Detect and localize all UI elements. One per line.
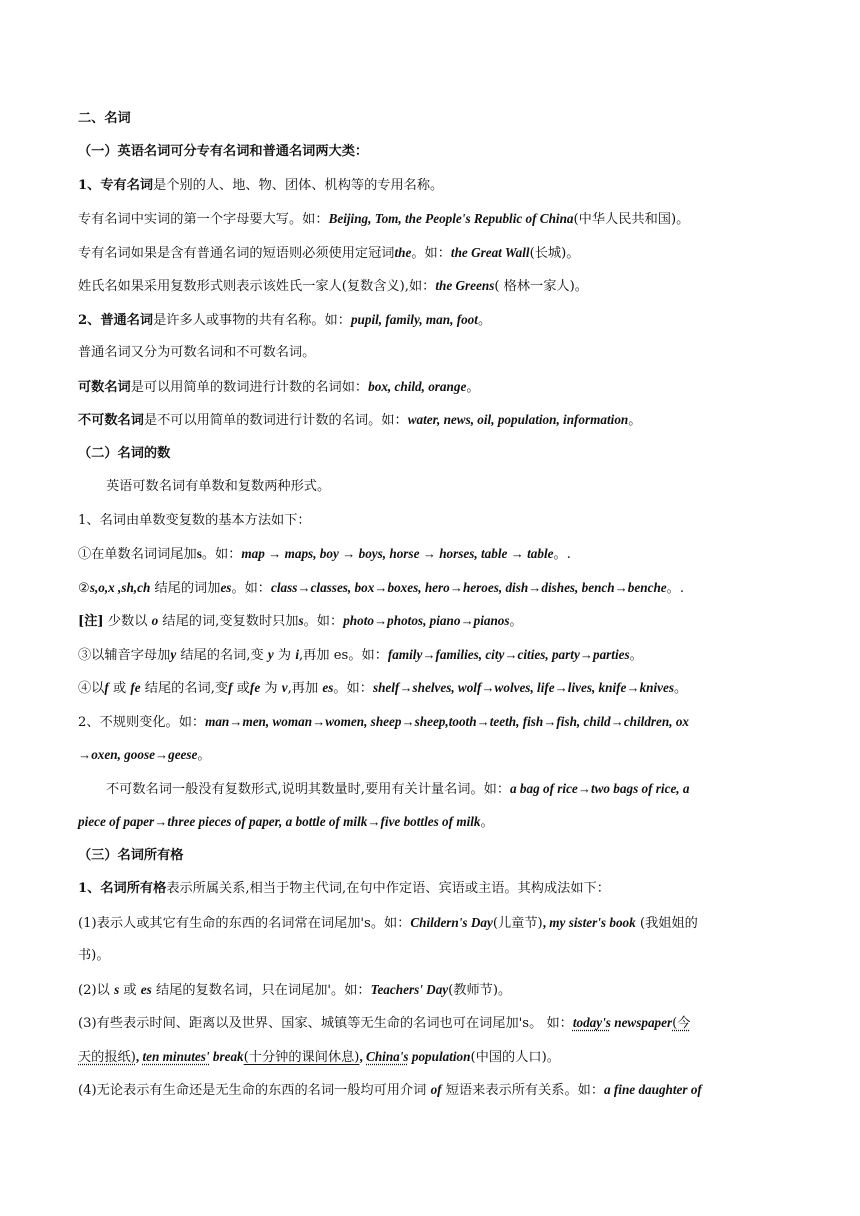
subsection-title-1: （一）英语名词可分专有名词和普通名词两大类： xyxy=(78,144,369,159)
rule-add-es: ②s,o,x ,sh,ch 结尾的词加es。如：class→classes, box→boxes, hero→heroes, dish→dishes, bench→benche。. xyxy=(78,580,685,596)
rule-note-o: [注] 少数以 o 结尾的词,变复数时只加s。如：photo→photos, piano→pianos。 xyxy=(78,613,523,629)
paragraph-plural-methods: 1、名词由单数变复数的基本方法如下： xyxy=(78,513,311,528)
paragraph-countable-split: 普通名词又分为可数名词和不可数名词。 xyxy=(78,345,316,360)
rule-irregular-line2: →oxen, goose→geese。 xyxy=(78,747,211,763)
section-heading-noun: 二、名词 xyxy=(78,111,131,126)
rule-add-s: ①在单数名词词尾加s。如：map → maps, boy → boys, horse → horses, table → table。. xyxy=(78,546,571,562)
paragraph-possessive: 1、名词所有格表示所属关系,相当于物主代词,在句中作定语、宾语或主语。其构成法如下： xyxy=(78,881,610,896)
rule-irregular-line1: 2、不规则变化。如：man→men, woman→women, sheep→sheep,tooth→teeth, fish→fish, child→children, ox xyxy=(78,714,690,730)
paragraph-article-rule: 专有名词如果是含有普通名词的短语则必须使用定冠词the。如：the Great Wall(长城)。 xyxy=(78,245,580,261)
paragraph-common-noun: 2、普通名词是许多人或事物的共有名称。如：pupil, family, man, foot。 xyxy=(78,312,492,328)
subsection-title-3: （三）名词所有格 xyxy=(78,848,184,863)
possessive-rule-2: (2)以 s 或 es 结尾的复数名词，只在词尾加'。如：Teachers' Day(教师节)。 xyxy=(78,982,512,998)
paragraph-proper-noun: 1、专有名词是个别的人、地、物、团体、机构等的专用名称。 xyxy=(78,178,444,193)
possessive-rule-3-line1: (3)有些表示时间、距离以及世界、国家、城镇等无生命的名词也可在词尾加's。 如：today's newspaper(今 xyxy=(78,1015,691,1031)
rule-uncountable-line1: 不可数名词一般没有复数形式,说明其数量时,要用有关计量名词。如：a bag of rice→two bags of rice, a xyxy=(106,781,690,797)
possessive-rule-4: (4)无论表示有生命还是无生命的东西的名词一般均可用介词 of 短语来表示所有关系。如：a fine daughter of xyxy=(78,1082,702,1098)
paragraph-countable: 可数名词是可以用简单的数词进行计数的名词如：box, child, orange。 xyxy=(78,379,480,395)
subsection-title-2: （二）名词的数 xyxy=(78,446,171,461)
paragraph-capital-rule: 专有名词中实词的第一个字母要大写。如：Beijing, Tom, the People's Republic of China(中华人民共和国)。 xyxy=(78,211,690,227)
rule-uncountable-line2: piece of paper→three pieces of paper, a bottle of milk→five bottles of milk。 xyxy=(78,814,494,830)
possessive-rule-1-line2: 书)。 xyxy=(78,948,110,963)
possessive-rule-1-line1: (1)表示人或其它有生命的东西的名词常在词尾加's。如：Childern's Day(儿童节), my sister's book (我姐姐的 xyxy=(78,915,698,931)
rule-y-to-ies: ③以辅音字母加y 结尾的名词,变 y 为 i,再加 es。如：family→families, city→cities, party→parties。 xyxy=(78,647,643,663)
paragraph-number-forms: 英语可数名词有单数和复数两种形式。 xyxy=(106,479,331,494)
rule-f-to-ves: ④以f 或 fe 结尾的名词,变f 或fe 为 v,再加 es。如：shelf→shelves, wolf→wolves, life→lives, knife→knives。 xyxy=(78,680,688,696)
possessive-rule-3-line2: 天的报纸), ten minutes' break(十分钟的课间休息), China's population(中国的人口)。 xyxy=(78,1049,560,1065)
paragraph-uncountable: 不可数名词是不可以用简单的数词进行计数的名词。如：water, news, oil, population, information。 xyxy=(78,412,642,428)
paragraph-surname-rule: 姓氏名如果采用复数形式则表示该姓氏一家人(复数含义),如：the Greens( 格林一家人)。 xyxy=(78,278,588,294)
